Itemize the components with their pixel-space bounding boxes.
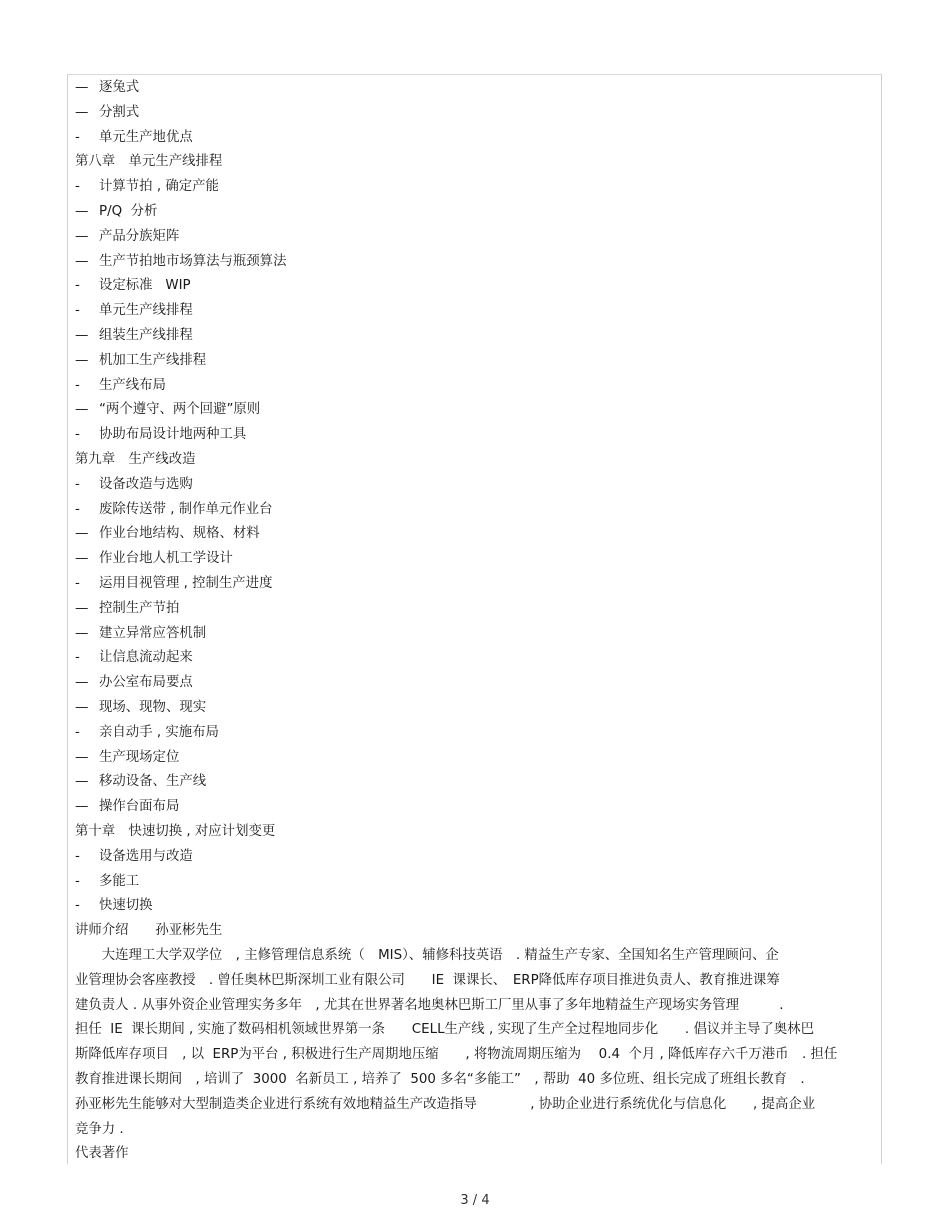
outline-item xyxy=(75,845,875,870)
outline-item xyxy=(75,101,875,126)
outline-item xyxy=(75,498,875,523)
outline-item xyxy=(75,870,875,895)
outline-item xyxy=(75,522,875,547)
outline-item xyxy=(75,547,875,572)
outline-text: 建立异常应答机制 xyxy=(99,625,207,641)
outline-item xyxy=(75,324,875,349)
bullet-marker: - xyxy=(75,724,80,740)
bio-line: 建负责人 . 从事外资企业管理实务多年 , 尤其在世界著名地奥林巴斯工厂里从事了多年地精益生产现场实务管理 . xyxy=(75,997,784,1013)
outline-item xyxy=(75,299,875,324)
bullet-marker: - xyxy=(75,179,80,195)
outline-text: 运用目视管理 , 控制生产进度 xyxy=(99,575,273,591)
outline-text: 快速切换 xyxy=(99,898,153,914)
bullet-marker: — xyxy=(75,203,89,219)
outline-text: 单元生产地优点 xyxy=(99,129,193,145)
bullet-marker: — xyxy=(75,699,89,715)
bullet-marker: - xyxy=(75,873,80,889)
outline-text: 作业台地人机工学设计 xyxy=(99,551,233,567)
bullet-marker: — xyxy=(75,352,89,368)
outline-text: 设定标准 WIP xyxy=(99,278,191,294)
bullet-marker: — xyxy=(75,253,89,269)
bullet-marker: — xyxy=(75,327,89,343)
outline-item xyxy=(75,126,875,151)
outline-item xyxy=(75,225,875,250)
bullet-marker: - xyxy=(75,501,80,517)
outline-text: 操作台面布局 xyxy=(99,799,180,815)
outline-item xyxy=(75,746,875,771)
outline-list xyxy=(75,76,875,944)
outline-text: 机加工生产线排程 xyxy=(99,352,207,368)
bullet-marker: — xyxy=(75,600,89,616)
outline-text: “两个遵守、两个回避”原则 xyxy=(99,402,261,418)
bullet-marker: — xyxy=(75,80,89,95)
bio-line: 业管理协会客座教授 . 曾任奥林巴斯深圳工业有限公司 IE 课课长、 ERP降低库存项目推进负责人、教育推进课筹 xyxy=(75,972,780,988)
outline-item xyxy=(75,696,875,721)
outline-text: 组装生产线排程 xyxy=(99,327,193,343)
section-heading: 代表著作 xyxy=(75,1146,129,1162)
chapter-heading xyxy=(75,820,875,845)
instructor-bio xyxy=(75,944,875,1167)
outline-item xyxy=(75,374,875,399)
bullet-marker: - xyxy=(75,377,80,393)
outline-item xyxy=(75,770,875,795)
outline-item xyxy=(75,795,875,820)
bullet-marker: — xyxy=(75,228,89,244)
outline-text: 协助布局设计地两种工具 xyxy=(99,427,247,443)
outline-item xyxy=(75,572,875,597)
bullet-marker: — xyxy=(75,526,89,542)
outline-item xyxy=(75,671,875,696)
bio-line: 担任 IE 课长期间 , 实施了数码相机领域世界第一条 CELL生产线 , 实现了生产全过程地同步化 . 倡议并主导了奥林巴 xyxy=(75,1022,814,1038)
outline-text: 产品分族矩阵 xyxy=(99,228,180,244)
outline-text: 作业台地结构、规格、材料 xyxy=(99,526,260,542)
outline-text: 生产节拍地市场算法与瓶颈算法 xyxy=(99,253,287,269)
bullet-marker: - xyxy=(75,303,80,319)
bullet-marker: - xyxy=(75,476,80,492)
bullet-marker: — xyxy=(75,551,89,567)
bio-line: 孙亚彬先生能够对大型制造类企业进行系统有效地精益生产改造指导 , 协助企业进行系统优化与信息化 , 提高企业 xyxy=(75,1096,816,1112)
bullet-marker: - xyxy=(75,650,80,666)
bullet-marker: — xyxy=(75,625,89,641)
bio-line: 大连理工大学双学位 , 主修管理信息系统（ MIS）、辅修科技英语 . 精益生产专家、全国知名生产管理顾问、企 xyxy=(75,948,779,963)
outline-item xyxy=(75,894,875,919)
outline-text: 第八章 单元生产线排程 xyxy=(75,154,223,170)
bullet-marker: — xyxy=(75,104,89,120)
bullet-marker: - xyxy=(75,848,80,864)
outline-text: 计算节拍 , 确定产能 xyxy=(99,179,219,195)
outline-text: 废除传送带 , 制作单元作业台 xyxy=(99,501,273,517)
bio-line: 教育推进课长期间 , 培训了 3000 名新员工 , 培养了 500 多名“多能工” , 帮助 40 多位班、组长完成了班组长教育 . xyxy=(75,1071,805,1087)
outline-item xyxy=(75,274,875,299)
outline-item xyxy=(75,200,875,225)
outline-item xyxy=(75,175,875,200)
outline-text: 设备选用与改造 xyxy=(99,848,193,864)
outline-text: 移动设备、生产线 xyxy=(99,774,207,790)
chapter-heading xyxy=(75,448,875,473)
outline-text: 控制生产节拍 xyxy=(99,600,180,616)
bullet-marker: — xyxy=(75,774,89,790)
outline-item xyxy=(75,250,875,275)
bullet-marker: - xyxy=(75,898,80,914)
bullet-marker: — xyxy=(75,675,89,691)
outline-text: P/Q 分析 xyxy=(99,203,158,219)
outline-text: 设备改造与选购 xyxy=(99,476,193,492)
bullet-marker: — xyxy=(75,799,89,815)
outline-item xyxy=(75,597,875,622)
outline-text: 现场、现物、现实 xyxy=(99,699,207,715)
outline-text: 逐兔式 xyxy=(99,80,140,95)
outline-text: 分割式 xyxy=(99,104,140,120)
outline-text: 生产现场定位 xyxy=(99,749,180,765)
outline-item xyxy=(75,76,875,101)
bullet-marker: — xyxy=(75,402,89,418)
bio-line: 竞争力 . xyxy=(75,1121,124,1137)
outline-text: 办公室布局要点 xyxy=(99,675,193,691)
outline-text: 亲自动手 , 实施布局 xyxy=(99,724,219,740)
outline-text: 讲师介绍 孙亚彬先生 xyxy=(75,923,223,939)
outline-text: 单元生产线排程 xyxy=(99,303,193,319)
outline-item xyxy=(75,423,875,448)
outline-text: 第九章 生产线改造 xyxy=(75,451,196,467)
page-number: 3 / 4 xyxy=(460,1193,490,1208)
bullet-marker: - xyxy=(75,278,80,294)
bullet-marker: - xyxy=(75,129,80,145)
outline-text: 多能工 xyxy=(99,873,140,889)
outline-item xyxy=(75,646,875,671)
outline-text: 生产线布局 xyxy=(99,377,166,393)
outline-item xyxy=(75,398,875,423)
outline-text: 第十章 快速切换 , 对应计划变更 xyxy=(75,823,276,839)
bio-line: 斯降低库存项目 , 以 ERP为平台 , 积极进行生产周期地压缩 , 将物流周期压缩为 0.4 个月 , 降低库存六千万港币 . 担任 xyxy=(75,1047,838,1063)
outline-item xyxy=(75,622,875,647)
outline-item xyxy=(75,721,875,746)
chapter-heading xyxy=(75,150,875,175)
chapter-heading xyxy=(75,919,875,944)
outline-item xyxy=(75,349,875,374)
outline-item xyxy=(75,473,875,498)
bullet-marker: — xyxy=(75,749,89,765)
bullet-marker: - xyxy=(75,427,80,443)
bullet-marker: - xyxy=(75,575,80,591)
outline-text: 让信息流动起来 xyxy=(99,650,193,666)
